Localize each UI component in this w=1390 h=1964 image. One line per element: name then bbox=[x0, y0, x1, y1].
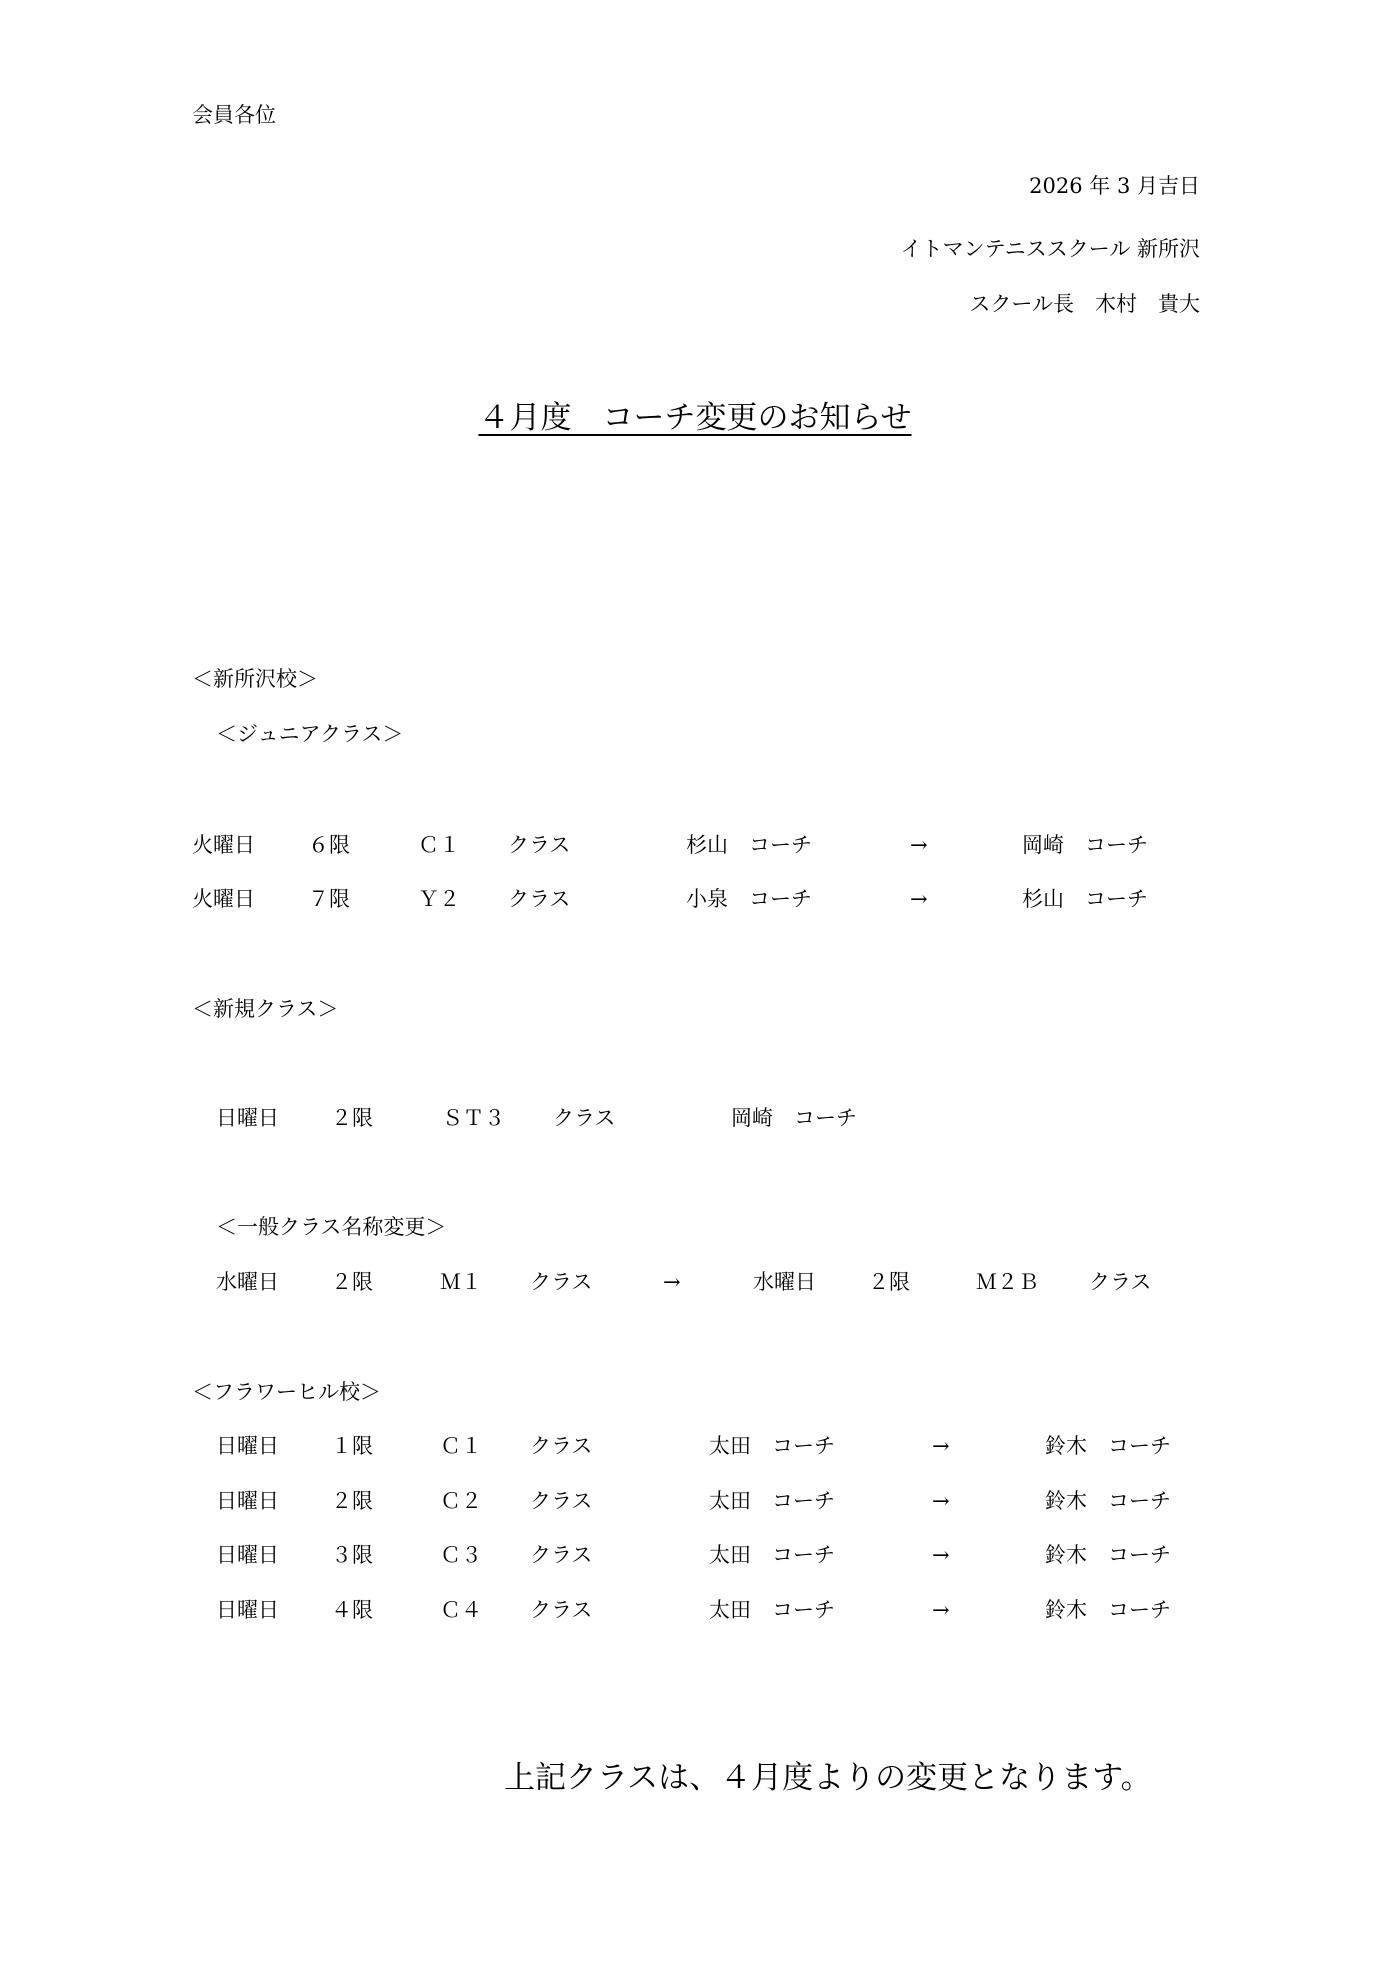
row-class-label: クラス bbox=[530, 1270, 593, 1294]
row-coach-to: 鈴木 コーチ bbox=[1045, 1489, 1171, 1513]
row-new-class-label: クラス bbox=[1089, 1270, 1152, 1294]
row-coach: 岡崎 コーチ bbox=[731, 1106, 857, 1130]
page-title bbox=[0, 398, 1390, 438]
row-coach-to: 岡崎 コーチ bbox=[1022, 833, 1148, 857]
row-day: 日曜日 bbox=[216, 1598, 279, 1622]
row-coach-from: 太田 コーチ bbox=[709, 1434, 835, 1458]
row-class-code: ＳＴ３ bbox=[442, 1106, 505, 1130]
row-coach-from: 太田 コーチ bbox=[709, 1598, 835, 1622]
row-period: ７限 bbox=[308, 887, 350, 911]
row-new-day: 水曜日 bbox=[753, 1270, 816, 1294]
row-class-code: Ｃ３ bbox=[440, 1543, 482, 1567]
arrow-icon: → bbox=[932, 1489, 950, 1513]
row-class-label: クラス bbox=[508, 887, 571, 911]
row-coach-to: 鈴木 コーチ bbox=[1045, 1598, 1171, 1622]
row-period: ４限 bbox=[331, 1598, 373, 1622]
row-class-label: クラス bbox=[530, 1434, 593, 1458]
section-heading-junior: ＜ジュニアクラス＞ bbox=[216, 722, 404, 746]
row-class-code: Ｃ１ bbox=[440, 1434, 482, 1458]
row-period: ２限 bbox=[331, 1106, 373, 1130]
addressee: 会員各位 bbox=[192, 103, 276, 127]
row-coach-to: 杉山 コーチ bbox=[1022, 887, 1148, 911]
section-heading-new-class: ＜新規クラス＞ bbox=[192, 997, 339, 1021]
row-class-label: クラス bbox=[530, 1543, 593, 1567]
row-coach-to: 鈴木 コーチ bbox=[1045, 1434, 1171, 1458]
arrow-icon: → bbox=[910, 833, 928, 857]
arrow-icon: → bbox=[932, 1543, 950, 1567]
section-heading-rename: ＜一般クラス名称変更＞ bbox=[216, 1215, 447, 1239]
row-period: ２限 bbox=[331, 1270, 373, 1294]
sender-organization: イトマンテニススクール 新所沢 bbox=[900, 237, 1200, 261]
row-day: 日曜日 bbox=[216, 1489, 279, 1513]
row-day: 火曜日 bbox=[192, 887, 255, 911]
issue-date: 2026 年 3 月吉日 bbox=[1029, 174, 1200, 198]
row-new-class-code: Ｍ２Ｂ bbox=[976, 1270, 1039, 1294]
section-heading-flowerhill: ＜フラワーヒル校＞ bbox=[192, 1380, 381, 1404]
page-title-text: ４月度 コーチ変更のお知らせ bbox=[478, 400, 912, 436]
arrow-icon: → bbox=[932, 1598, 950, 1622]
row-day: 水曜日 bbox=[216, 1270, 279, 1294]
arrow-icon: → bbox=[663, 1270, 681, 1294]
row-coach-from: 太田 コーチ bbox=[709, 1489, 835, 1513]
row-period: ３限 bbox=[331, 1543, 373, 1567]
arrow-icon: → bbox=[932, 1434, 950, 1458]
section-heading-shintokorozawa: ＜新所沢校＞ bbox=[192, 667, 318, 691]
row-period: ２限 bbox=[331, 1489, 373, 1513]
row-period: ６限 bbox=[308, 833, 350, 857]
row-period: １限 bbox=[331, 1434, 373, 1458]
row-class-code: Ｃ２ bbox=[440, 1489, 482, 1513]
row-class-code: Ｃ１ bbox=[418, 833, 460, 857]
row-class-label: クラス bbox=[530, 1598, 593, 1622]
sender-name: スクール長 木村 貴大 bbox=[969, 292, 1200, 316]
arrow-icon: → bbox=[910, 887, 928, 911]
row-new-period: ２限 bbox=[868, 1270, 910, 1294]
row-day: 日曜日 bbox=[216, 1543, 279, 1567]
row-coach-to: 鈴木 コーチ bbox=[1045, 1543, 1171, 1567]
row-coach-from: 太田 コーチ bbox=[709, 1543, 835, 1567]
row-coach-from: 杉山 コーチ bbox=[686, 833, 812, 857]
row-class-label: クラス bbox=[553, 1106, 616, 1130]
row-class-label: クラス bbox=[508, 833, 571, 857]
row-day: 火曜日 bbox=[192, 833, 255, 857]
row-class-code: Ｃ４ bbox=[440, 1598, 482, 1622]
row-class-label: クラス bbox=[530, 1489, 593, 1513]
closing-statement: 上記クラスは、４月度よりの変更となります。 bbox=[504, 1760, 1152, 1796]
row-day: 日曜日 bbox=[216, 1434, 279, 1458]
row-coach-from: 小泉 コーチ bbox=[686, 887, 812, 911]
row-class-code: Ｙ２ bbox=[418, 887, 460, 911]
row-day: 日曜日 bbox=[216, 1106, 279, 1130]
row-class-code: Ｍ１ bbox=[440, 1270, 482, 1294]
